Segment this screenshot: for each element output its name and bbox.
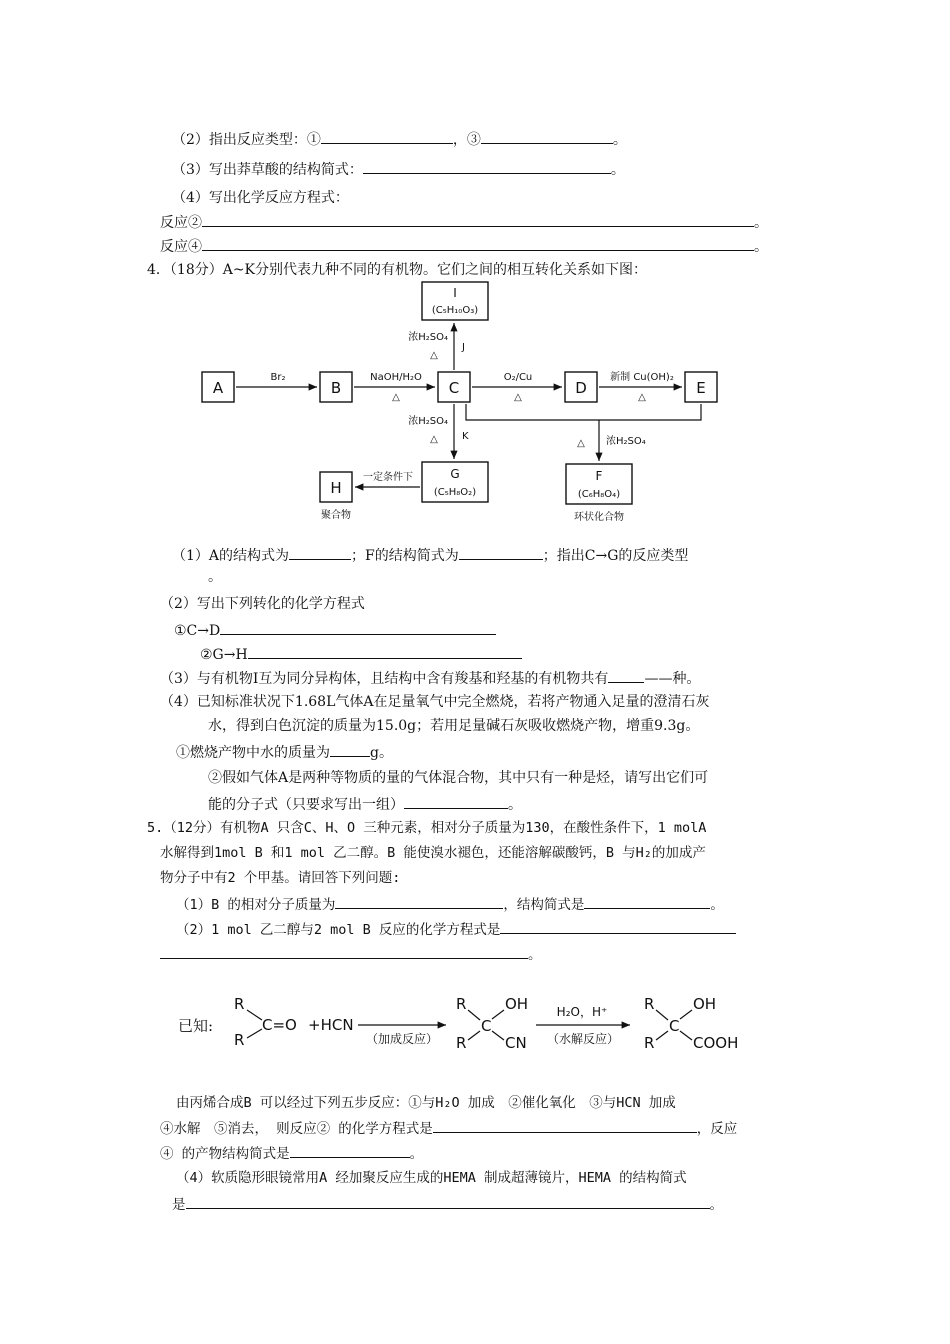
bond-4 xyxy=(468,1031,480,1040)
q3-equation-heading: （4）写出化学反应方程式： xyxy=(172,190,349,206)
q5-synthesis-line2 xyxy=(160,1117,737,1139)
hydroxyl-1: OH xyxy=(505,995,529,1013)
q5-p2-text: （2）1 mol 乙二醇与2 mol B 反应的化学方程式是 xyxy=(176,922,501,938)
q5-hema-text: 是 xyxy=(172,1197,186,1213)
q4-part2-heading: （2）写出下列转化的化学方程式 xyxy=(160,596,365,612)
q5-p1-text-b: ，结构简式是 xyxy=(503,897,585,913)
q5-part2-line xyxy=(176,918,736,940)
q5-reaction2-blank[interactable] xyxy=(433,1117,697,1133)
q5-synth-text-b: ，反应 xyxy=(696,1121,738,1137)
q4-p1-end: 。 xyxy=(208,569,222,585)
sub-R-6: R xyxy=(644,1034,655,1052)
q4-formula-text: 能的分子式（只要求写出一组） xyxy=(208,797,404,813)
q5-p1-end: 。 xyxy=(710,897,724,913)
q3-reaction4-label: 反应④ xyxy=(160,239,202,255)
q4-p1-text-c: ；指出C→G的反应类型 xyxy=(542,548,689,564)
q3-reaction-type-label: （2）指出反应类型：① xyxy=(172,132,321,148)
q5-part4-line: （4）软质隐形眼镜常用A 经加聚反应生成的HEMA 制成超薄镜片，HEMA 的结构简式 xyxy=(176,1170,687,1186)
q4-formula-blank[interactable] xyxy=(404,793,508,809)
q5-synthesis-line3 xyxy=(160,1142,423,1164)
q4-isomer-count-blank[interactable] xyxy=(608,667,644,683)
q3-end: 。 xyxy=(754,239,768,255)
q4-p3-text: （3）与有机物Ⅰ互为同分异构体，且结构中含有羧基和羟基的有机物共有 xyxy=(160,671,609,687)
nitrile-group: CN xyxy=(505,1034,527,1052)
q5-known-scheme xyxy=(228,990,758,1062)
q5-equation-blank-a[interactable] xyxy=(500,918,736,934)
q4-conversion-diagram xyxy=(190,276,750,532)
q5-synth-end: 。 xyxy=(409,1146,424,1162)
formula-F: (C₆H₈O₄) xyxy=(577,489,621,500)
q4-p1-text-b: ；F的结构简式为 xyxy=(351,548,459,564)
q3-end: 。 xyxy=(610,162,625,178)
q4-c-to-d-blank[interactable] xyxy=(220,619,496,635)
label-F: F xyxy=(595,469,603,483)
cond-o2cu: O₂/Cu xyxy=(503,372,533,383)
q5-equation-blank-b[interactable] xyxy=(160,943,528,959)
sub-R-5: R xyxy=(644,995,655,1013)
cond-h2so4-f: 浓H₂SO₄ xyxy=(606,436,646,447)
q3-answer-blank-3[interactable] xyxy=(481,128,613,144)
q4-structure-F-blank[interactable] xyxy=(459,544,543,560)
q4-formula-end: 。 xyxy=(508,797,522,813)
bond-7 xyxy=(656,1010,668,1020)
bond-2 xyxy=(247,1029,262,1038)
q4-water-mass-unit: g。 xyxy=(370,745,393,761)
carbonyl-group: C=O xyxy=(262,1016,297,1034)
cond-h2so4-j: 浓H₂SO₄ xyxy=(408,332,448,343)
q3-reaction4-blank[interactable] xyxy=(202,235,754,251)
q5-known-label: 已知: xyxy=(178,1017,214,1035)
q3-structure-label: （3）写出莽草酸的结构简式： xyxy=(172,162,363,178)
q4-formula-line xyxy=(208,793,522,815)
delta-3: △ xyxy=(638,392,646,403)
q4-structure-A-blank[interactable] xyxy=(289,544,351,560)
q4-water-mass-blank[interactable] xyxy=(330,741,370,757)
addition-reaction-label: （加成反应） xyxy=(365,1032,439,1046)
bond-1 xyxy=(247,1010,262,1020)
q3-structure-line xyxy=(172,158,625,180)
q5-line3: 物分子中有2 个甲基。请回答下列问题: xyxy=(160,870,401,886)
label-A: A xyxy=(212,379,224,397)
q3-reaction-type-line xyxy=(172,128,627,150)
label-I: I xyxy=(453,286,457,300)
bracket-C-E xyxy=(466,404,701,420)
bond-6 xyxy=(492,1031,504,1040)
q3-sep: ，③ xyxy=(452,132,481,148)
q5-part2-cont xyxy=(160,943,542,965)
bond-10 xyxy=(680,1031,692,1040)
q5-molar-mass-blank[interactable] xyxy=(335,893,503,909)
hydrolysis-reagent: H₂O，H⁺ xyxy=(556,1005,608,1019)
hydrolysis-reaction-label: （水解反应） xyxy=(546,1032,620,1046)
q5-synthesis-line1: 由丙烯合成B 可以经过下列五步反应：①与H₂O 加成 ②催化氧化 ③与HCN 加成 xyxy=(176,1095,676,1111)
q5-line2: 水解得到1mol B 和1 mol 乙二醇。B 能使溴水褪色，还能溶解碳酸钙，B 与H₂的加成产 xyxy=(160,845,706,861)
bond-3 xyxy=(468,1010,480,1020)
cond-polymerize: 一定条件下 xyxy=(363,472,413,483)
sub-R-3: R xyxy=(456,995,467,1013)
q4-g-to-h-line xyxy=(200,643,522,665)
q3-reaction2-blank[interactable] xyxy=(202,211,754,227)
q4-part4-line1: （4）已知标准状况下1.68L气体A在足量氧气中完全燃烧，若将产物通入足量的澄清石灰 xyxy=(160,694,710,710)
delta-5: △ xyxy=(430,434,438,445)
reagent-J: J xyxy=(462,342,465,353)
q3-answer-blank-1[interactable] xyxy=(321,128,453,144)
label-E: E xyxy=(696,379,706,397)
caption-cyclic: 环状化合物 xyxy=(574,512,624,523)
bond-8 xyxy=(656,1031,668,1040)
delta-2: △ xyxy=(514,392,522,403)
q5-hema-line xyxy=(172,1193,723,1215)
carbon-center-2: C xyxy=(669,1017,680,1035)
q4-part4-line4: ②假如气体A是两种等物质的量的气体混合物，其中只有一种是烃，请写出它们可 xyxy=(208,770,709,786)
q4-c-to-d-line xyxy=(174,619,496,641)
q5-structure-B-blank[interactable] xyxy=(584,893,710,909)
label-H: H xyxy=(330,479,342,497)
delta-1: △ xyxy=(392,392,400,403)
q4-part3-line xyxy=(160,667,700,689)
q3-reaction2-label: 反应② xyxy=(160,215,202,231)
q3-reaction4-line xyxy=(160,235,768,257)
q4-water-mass-text: ①燃烧产物中水的质量为 xyxy=(176,745,330,761)
q5-hema-blank[interactable] xyxy=(186,1193,710,1209)
sub-R-1: R xyxy=(234,995,245,1013)
q5-hema-end: 。 xyxy=(709,1197,723,1213)
q4-p1-text-a: （1）A的结构式为 xyxy=(172,548,290,564)
label-G: G xyxy=(450,467,460,481)
formula-G: (C₅H₈O₂) xyxy=(433,487,477,498)
cond-h2so4-k: 浓H₂SO₄ xyxy=(408,416,448,427)
q4-water-mass-line xyxy=(176,741,393,763)
hcn-reagent: +HCN xyxy=(308,1016,354,1034)
q4-intro: 4．（18分）A~K分别代表九种不同的有机物。它们之间的相互转化关系如下图： xyxy=(147,262,648,278)
cond-cuoh: 新制 Cu(OH)₂ xyxy=(610,372,674,383)
q5-p1-text-a: （1）B 的相对分子质量为 xyxy=(176,897,336,913)
label-C: C xyxy=(448,379,460,397)
q3-end: 。 xyxy=(612,132,627,148)
q3-structure-blank[interactable] xyxy=(363,158,611,174)
caption-polymer: 聚合物 xyxy=(321,510,351,521)
q4-part1-line xyxy=(172,544,688,566)
label-B: B xyxy=(330,379,342,397)
q3-end: 。 xyxy=(754,215,768,231)
reagent-K: K xyxy=(462,431,469,442)
delta-4: △ xyxy=(430,350,438,361)
q5-product4-blank[interactable] xyxy=(290,1142,410,1158)
delta-6: △ xyxy=(577,438,585,449)
carboxyl-group: COOH xyxy=(693,1034,739,1052)
label-D: D xyxy=(575,379,587,397)
q5-line1: 5.（12分）有机物A 只含C、H、O 三种元素，相对分子质量为130，在酸性条件下，1 molA xyxy=(147,820,707,836)
q4-g-to-h-label: ②G→H xyxy=(200,647,248,663)
formula-I: (C₅H₁₀O₃) xyxy=(431,305,479,316)
sub-R-4: R xyxy=(456,1034,467,1052)
q5-p2-end: 。 xyxy=(528,947,542,963)
bond-9 xyxy=(680,1010,692,1019)
q5-part1-line xyxy=(176,893,724,915)
hydroxyl-2: OH xyxy=(693,995,717,1013)
q4-part4-line2: 水，得到白色沉淀的质量为15.0g；若用足量碱石灰吸收燃烧产物，增重9.3g。 xyxy=(208,718,700,734)
cond-br2: Br₂ xyxy=(270,372,286,383)
sub-R-2: R xyxy=(234,1031,245,1049)
q3-reaction2-line xyxy=(160,211,768,233)
cond-naoh: NaOH/H₂O xyxy=(370,372,422,383)
q4-c-to-d-label: ①C→D xyxy=(174,623,221,639)
q4-p3-end: ——种。 xyxy=(644,671,701,687)
q4-g-to-h-blank[interactable] xyxy=(248,643,522,659)
carbon-center-1: C xyxy=(481,1017,492,1035)
bond-5 xyxy=(492,1010,504,1019)
q5-synth-text-c: ④ 的产物结构简式是 xyxy=(160,1146,290,1162)
q5-synth-text-a: ④水解 ⑤消去， 则反应② 的化学方程式是 xyxy=(160,1121,433,1137)
